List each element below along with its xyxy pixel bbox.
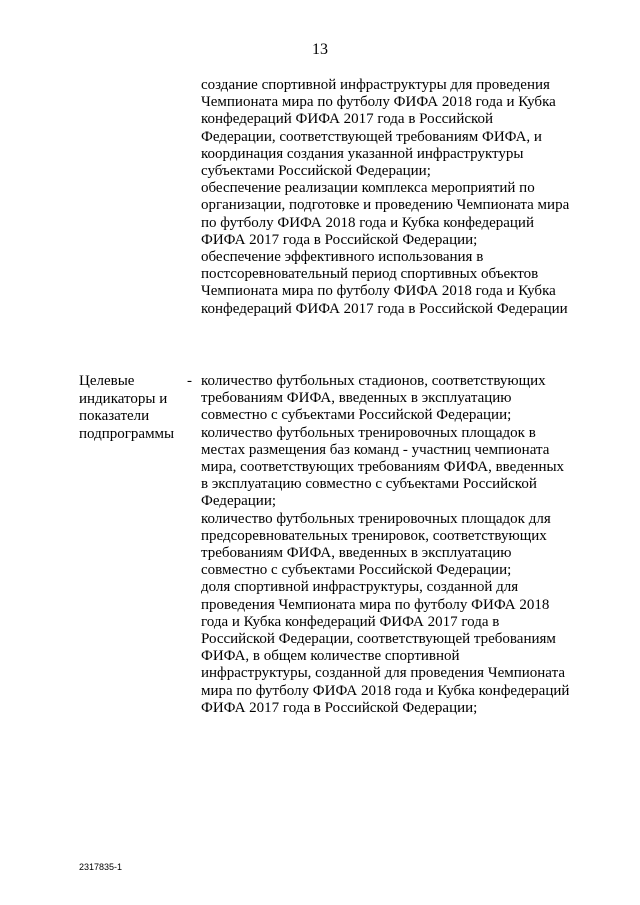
indicators-section — [201, 373, 571, 717]
goals-item: создание спортивной инфраструктуры для проведения Чемпионата мира по футболу ФИФА 2018 года и Кубка конфедераций ФИФА 2017 года в Российской Федерации, соответствующей требованиям ФИФА, и координация создания указанной инфраструктуры субъектами Российской Федерации; — [201, 77, 556, 180]
indicator-item: количество футбольных тренировочных площадок для предсоревновательных тренировок, соответствующих требованиям ФИФА, введенных в эксплуатацию совместно с субъектами Российской Федерации; — [201, 510, 551, 579]
document-code: 2317835-1 — [79, 862, 123, 872]
indicator-item: количество футбольных стадионов, соответствующих требованиям ФИФА, введенных в эксплуатацию совместно с субъектами Российской Федерации; — [201, 373, 546, 424]
indicator-item: количество футбольных тренировочных площадок в местах размещения баз команд - участниц чемпионата мира, соответствующих требованиям ФИФА, введенных в эксплуатацию совместно с субъектами Российской Федерации; — [201, 424, 565, 510]
page-number: 13 — [312, 41, 328, 58]
indicator-item: доля спортивной инфраструктуры, созданной для проведения Чемпионата мира по футболу ФИФА 2018 года и Кубка конфедераций ФИФА 2017 года в Российской Федерации, соответствующей требованиям ФИФА, в общем количестве спортивной инфраструктуры, созданной для проведения Чемпионата мира по футболу ФИФА 2018 года и Кубка конфедераций ФИФА 2017 года в Российской Федерации; — [201, 579, 570, 716]
row-dash: - — [187, 373, 192, 389]
goals-item: обеспечение эффективного использования в постсоревновательный период спортивных объектов Чемпионата мира по футболу ФИФА 2018 года и Кубка конфедераций ФИФА 2017 года в Российской Федерации — [201, 249, 568, 317]
goals-section — [201, 77, 571, 318]
goals-item: обеспечение реализации комплекса мероприятий по организации, подготовке и проведению Чемпионата мира по футболу ФИФА 2018 года и Кубка конфедераций ФИФА 2017 года в Российской Федерации; — [201, 180, 570, 248]
indicators-row-label: Целевые индикаторы и показатели подпрограммы — [79, 373, 175, 442]
